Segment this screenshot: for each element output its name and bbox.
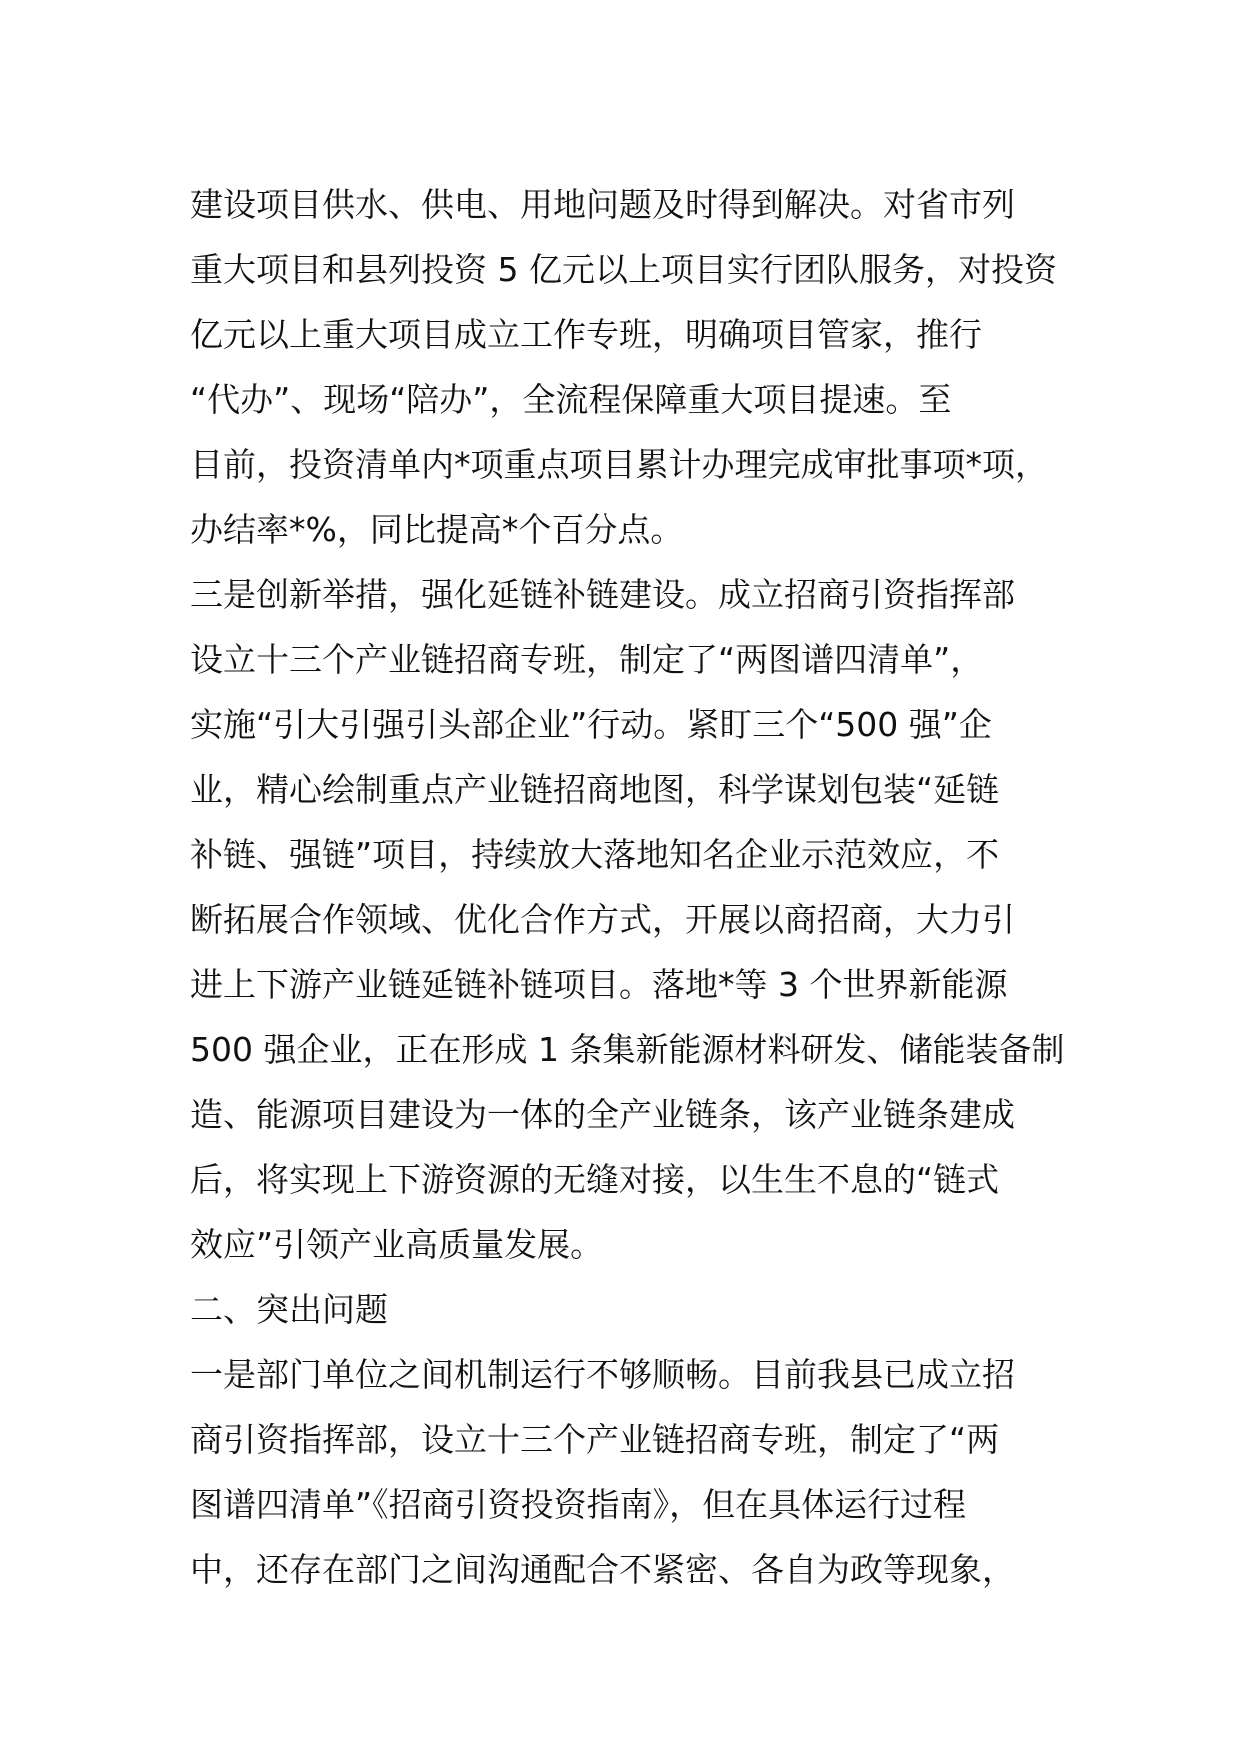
body-text bbox=[190, 172, 1090, 1602]
text-line: 效应”引领产业高质量发展。 bbox=[190, 1225, 604, 1264]
text-line: 重大项目和县列投资 5 亿元以上项目实行团队服务，对投资 bbox=[190, 250, 1057, 289]
text-line: 进上下游产业链延链补链项目。落地*等 3 个世界新能源 bbox=[190, 965, 1008, 1004]
text-line: 业，精心绘制重点产业链招商地图，科学谋划包装“延链 bbox=[190, 770, 1000, 809]
section-heading: 二、突出问题 bbox=[190, 1290, 388, 1329]
text-line: 商引资指挥部，设立十三个产业链招商专班，制定了“两 bbox=[190, 1420, 1000, 1459]
text-line: 图谱四清单”《招商引资投资指南》，但在具体运行过程 bbox=[190, 1485, 967, 1524]
text-line: 补链、强链”项目，持续放大落地知名企业示范效应，不 bbox=[190, 835, 1000, 874]
text-line: 三是创新举措，强化延链补链建设。成立招商引资指挥部 bbox=[190, 575, 1015, 614]
text-line: 造、能源项目建设为一体的全产业链条，该产业链条建成 bbox=[190, 1095, 1015, 1134]
text-line: 设立十三个产业链招商专班，制定了“两图谱四清单”， bbox=[190, 640, 984, 679]
text-line: 一是部门单位之间机制运行不够顺畅。目前我县已成立招 bbox=[190, 1355, 1015, 1394]
text-line: 办结率*%，同比提高*个百分点。 bbox=[190, 510, 684, 549]
text-line: 亿元以上重大项目成立工作专班，明确项目管家，推行 bbox=[190, 315, 982, 354]
text-line: 目前，投资清单内*项重点项目累计办理完成审批事项*项， bbox=[190, 445, 1048, 484]
text-line: 500 强企业，正在形成 1 条集新能源材料研发、储能装备制 bbox=[190, 1030, 1065, 1069]
text-line: 后，将实现上下游资源的无缝对接，以生生不息的“链式 bbox=[190, 1160, 1000, 1199]
text-line: 实施“引大引强引头部企业”行动。紧盯三个“500 强”企 bbox=[190, 705, 992, 744]
text-line: 断拓展合作领域、优化合作方式，开展以商招商，大力引 bbox=[190, 900, 1015, 939]
text-line: 中，还存在部门之间沟通配合不紧密、各自为政等现象， bbox=[190, 1550, 1015, 1589]
text-line: 建设项目供水、供电、用地问题及时得到解决。对省市列 bbox=[190, 185, 1015, 224]
text-line: “代办”、现场“陪办”，全流程保障重大项目提速。至 bbox=[190, 380, 952, 419]
